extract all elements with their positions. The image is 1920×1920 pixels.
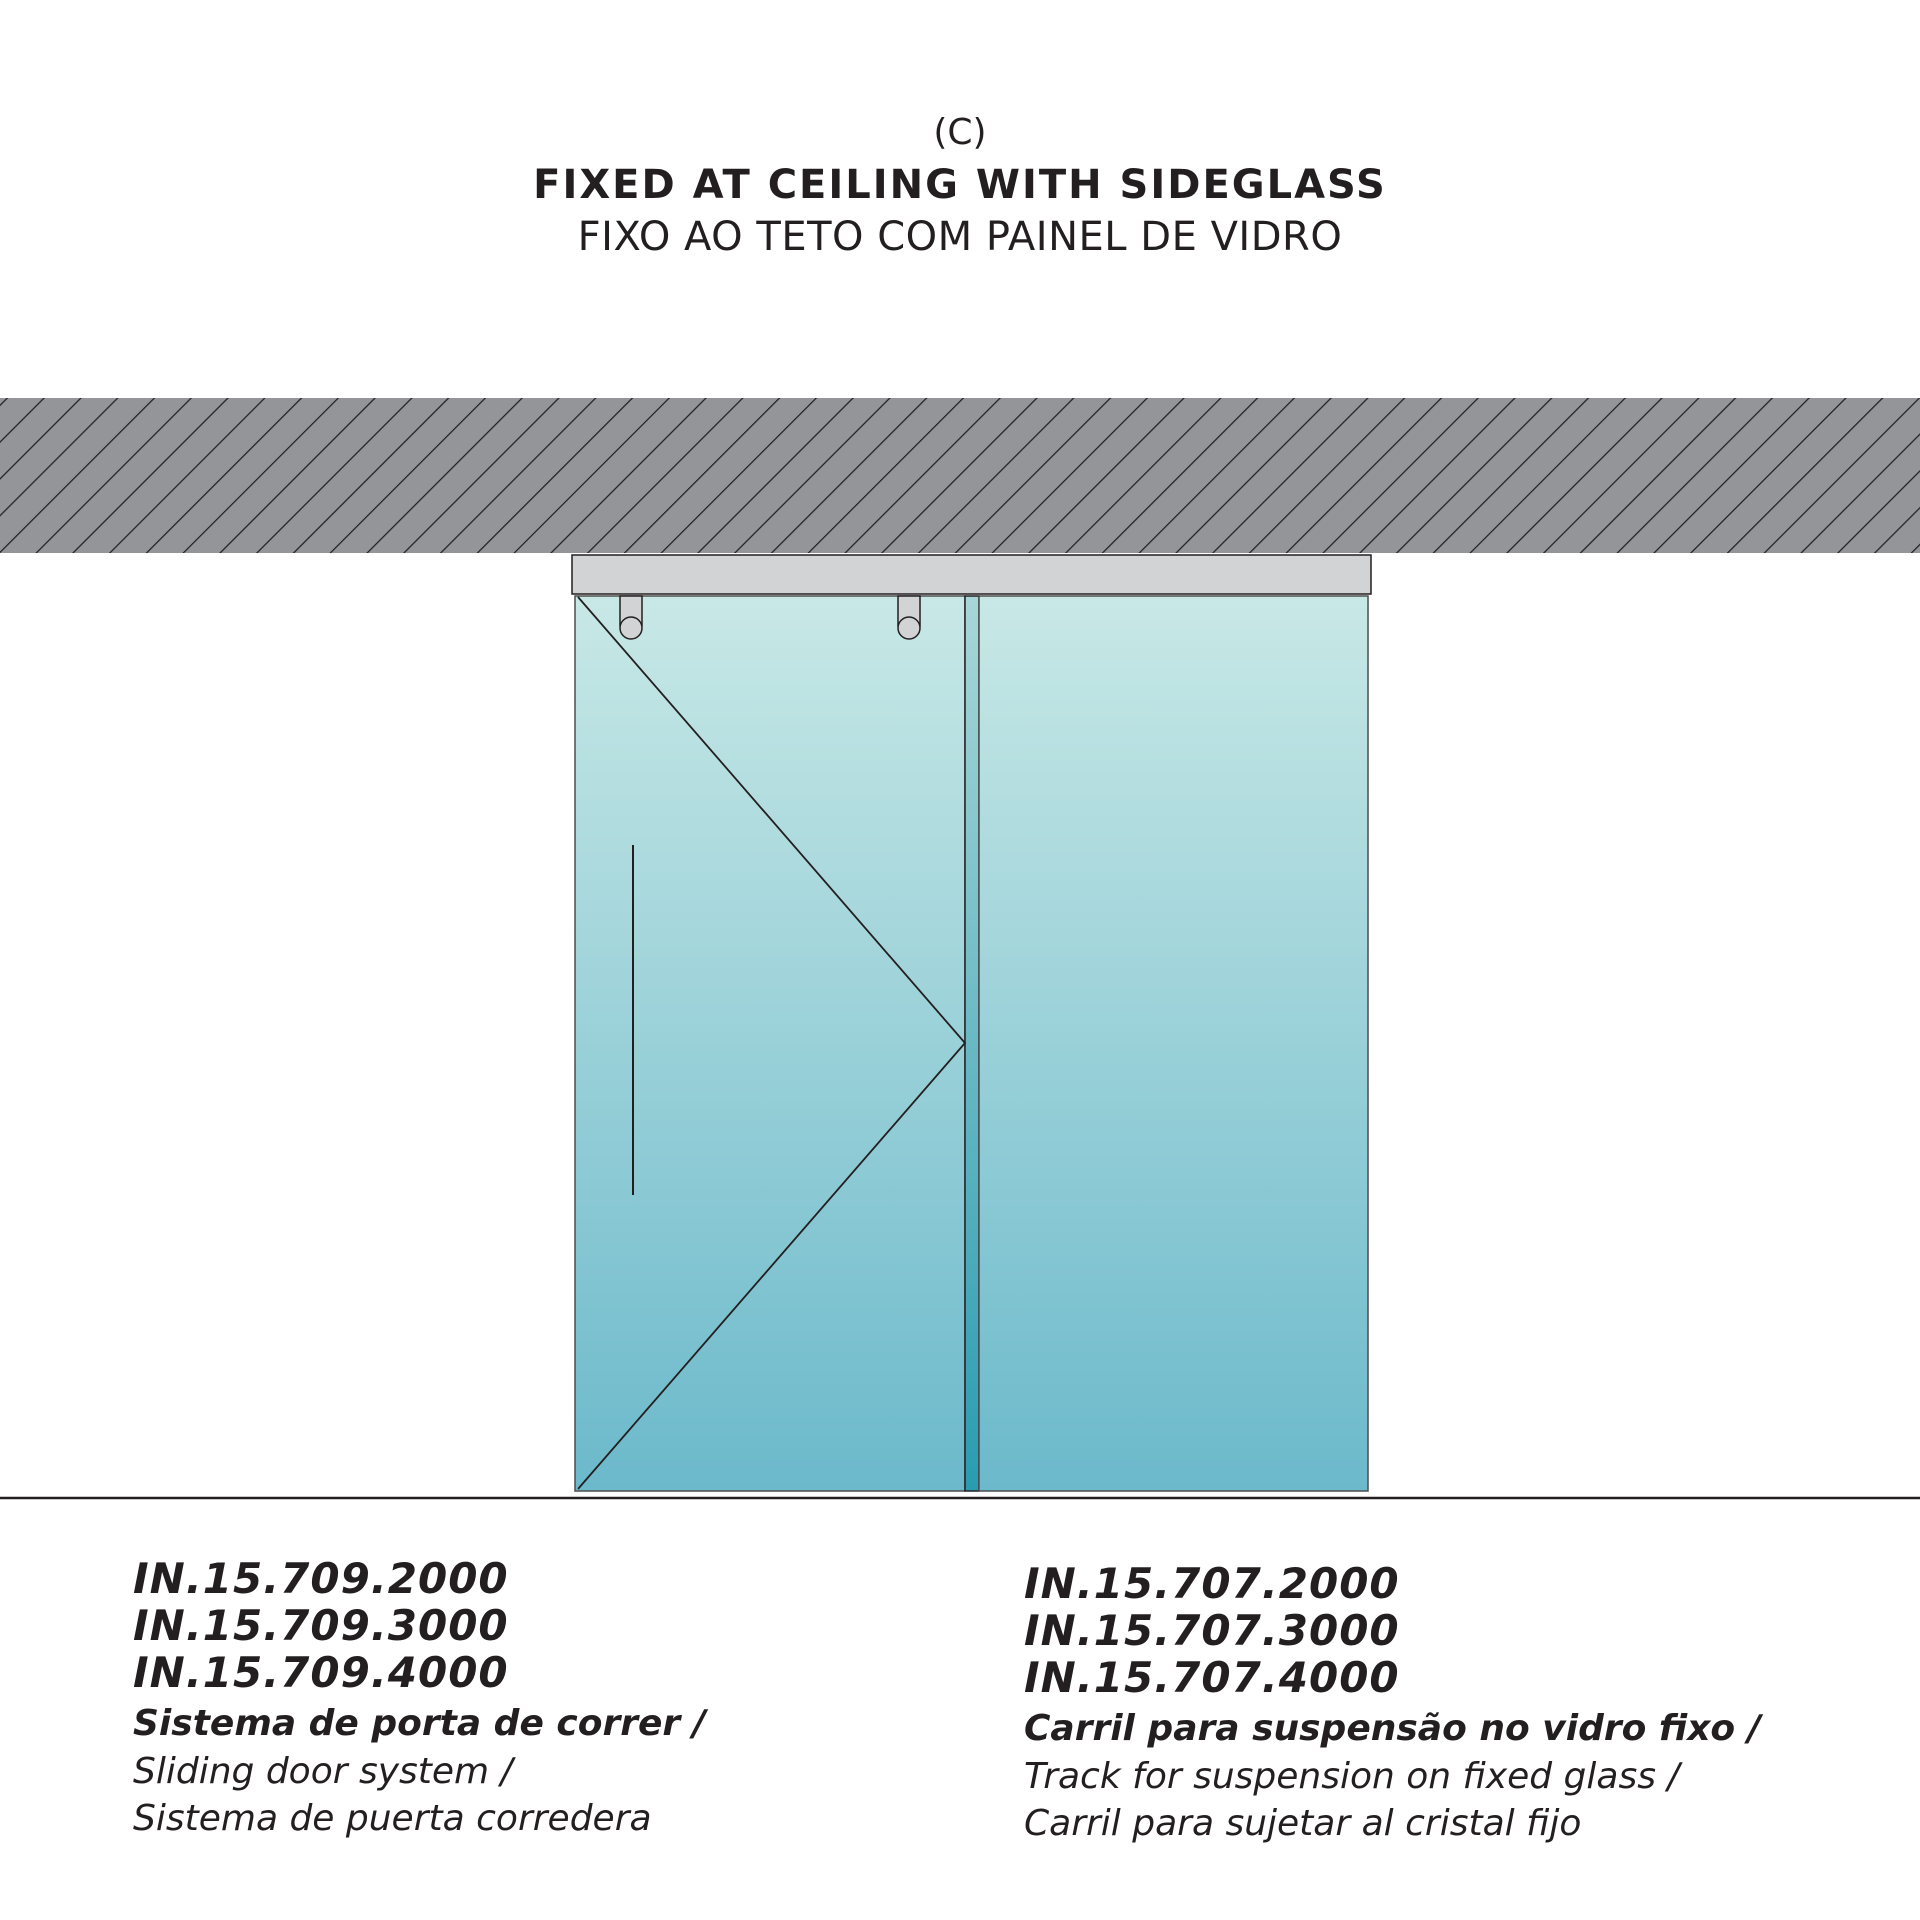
ceiling-track bbox=[572, 555, 1371, 594]
product-description-es: Carril para sujetar al cristal fijo bbox=[1024, 1803, 1582, 1844]
product-block-track bbox=[1024, 1560, 1761, 1847]
product-code: IN.15.709.2000 bbox=[133, 1554, 509, 1603]
drawing-code: (C) bbox=[933, 112, 987, 153]
drawing-title: FIXED AT CEILING WITH SIDEGLASS bbox=[533, 162, 1387, 208]
ceiling bbox=[0, 398, 1920, 553]
product-description-en: Track for suspension on fixed glass / bbox=[1024, 1756, 1680, 1797]
product-description-en: Sliding door system / bbox=[133, 1751, 513, 1792]
product-description-es: Sistema de puerta corredera bbox=[133, 1798, 652, 1839]
product-description-pt: Sistema de porta de correr / bbox=[133, 1703, 706, 1744]
product-code: IN.15.709.4000 bbox=[133, 1648, 509, 1697]
product-block-sliding-door bbox=[133, 1555, 706, 1842]
fixed-side-glass bbox=[979, 596, 1368, 1491]
drawing-subtitle: FIXO AO TETO COM PAINEL DE VIDRO bbox=[577, 214, 1343, 260]
roller-right bbox=[898, 596, 920, 639]
roller-left bbox=[620, 596, 642, 639]
product-code: IN.15.707.2000 bbox=[1024, 1559, 1400, 1608]
product-description-pt: Carril para suspensão no vidro fixo / bbox=[1024, 1708, 1761, 1749]
product-code: IN.15.709.3000 bbox=[133, 1601, 509, 1650]
sliding-panel-edge bbox=[965, 596, 979, 1491]
product-code: IN.15.707.4000 bbox=[1024, 1653, 1400, 1702]
product-code: IN.15.707.3000 bbox=[1024, 1606, 1400, 1655]
